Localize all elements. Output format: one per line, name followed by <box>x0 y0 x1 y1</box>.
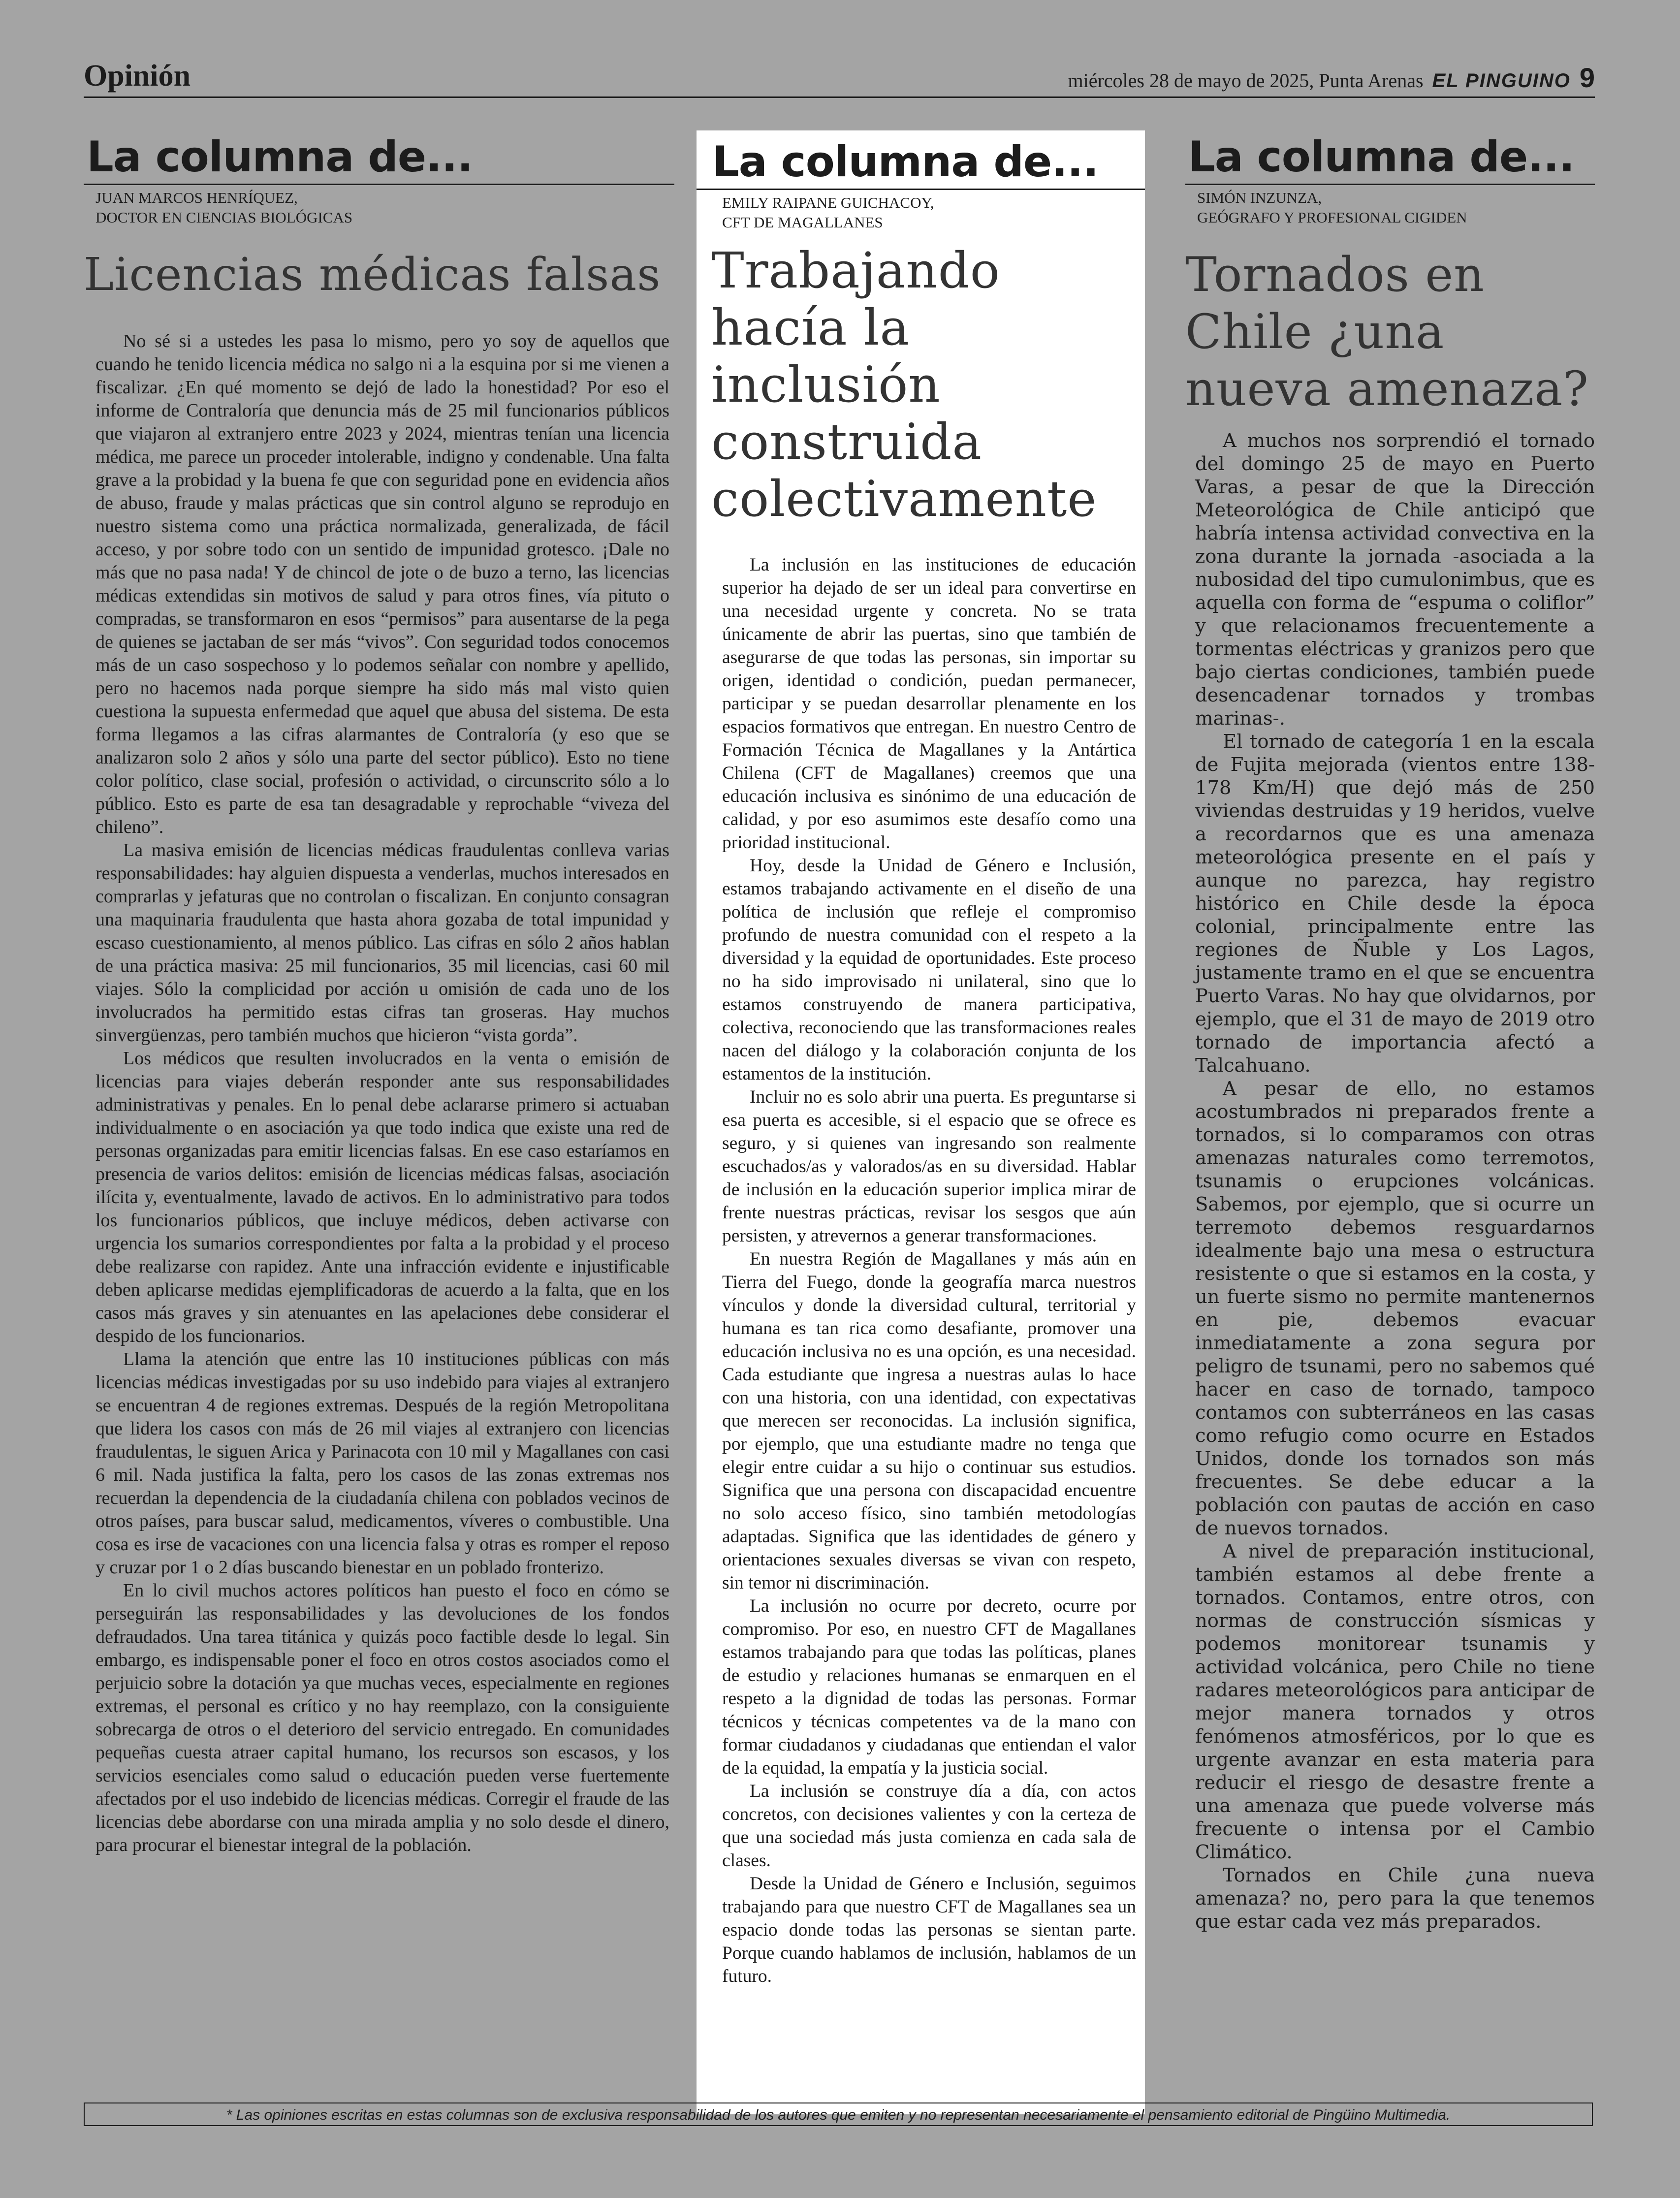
article-body <box>697 553 1145 1988</box>
column-heading: La columna de... <box>697 130 1145 190</box>
article-body <box>1185 429 1595 1933</box>
author-name: EMILY RAIPANE GUICHACOY, <box>722 194 934 211</box>
paragraph: La masiva emisión de licencias médicas fraudulentas conlleva varias responsabilidades: hay alguien dispuesta a venderlas, muchos interesados en comprarlas y jefaturas que no controlan o fiscalizan. En conjunto consagran una maquinaria fraudulenta que hasta ahora gozaba de total impunidad y escaso cuestionamiento, al menos público. Las cifras en sólo 2 años hablan de una práctica masiva: 25 mil funcionarios, 35 mil licencias, casi 60 mil viajes. Sólo la complicidad por acción u omisión de cada uno de los involucrados ha permitido estas cifras tan groseras. Hay muchos sinvergüenzas, pero también muchos que hicieron “vista gorda”. <box>95 840 669 1046</box>
dateline: miércoles 28 de mayo de 2025, Punta Arenas <box>1068 69 1424 92</box>
paragraph: No sé si a ustedes les pasa lo mismo, pero yo soy de aquellos que cuando he tenido licencia médica no salgo ni a la esquina por si me vienen a fiscalizar. ¿En qué momento se dejó de lado la honestidad? Por eso el informe de Contraloría que denuncia más de 25 mil funcionarios públicos que viajaron al extranjero entre 2023 y 2024, mientras tenían una licencia médica, me parece un proceder intolerable, indigno y condenable. Una falta grave a la probidad y la buena fe que con seguridad pone en evidencia años de abuso, fraude y malas prácticas que sin control alguno se reprodujo en nuestro sistema como una práctica normalizada, generalizada, de fácil acceso, y por sobre todo con un sentido de impunidad grotesco. ¡Dale no más que no pasa nada! Y de chincol de jote o de buzo a terno, las licencias médicas extendidas sin motivos de salud y para otros fines, vía pituto o compradas, se transformaron en esos “permisos” para ausentarse de la pega de quienes se jactaban de ser más “vivos”. Con seguridad todos conocemos más de un caso sospechoso y lo podemos señalar con nombre y apellido, pero no hacemos nada porque siempre ha sido más mal visto quien cuestiona la supuesta enfermedad que aquel que abusa del sistema. De esta forma llegamos a las cifras alarmantes de Contraloría (y eso que se analizaron solo 2 años y sólo una parte del sector público). Esto no tiene color político, clase social, profesión o actividad, o circunscrito sólo a lo público. Esto es parte de esa tan desagradable y reprochable “viveza del chileno”. <box>95 331 669 837</box>
paragraph: La inclusión en las instituciones de educación superior ha dejado de ser un ideal para convertirse en una necesidad urgente y concreta. No se trata únicamente de abrir las puertas, sino que también de asegurarse de que todas las personas, sin importar su origen, identidad o condición, puedan permanecer, participar y se puedan desarrollar plenamente en los espacios formativos que entregan. En nuestro Centro de Formación Técnica de Magallanes y la Antártica Chilena (CFT de Magallanes) creemos que una educación inclusiva es sinónimo de una educación de calidad, y por eso asumimos este desafío como una prioridad institucional. <box>722 555 1136 853</box>
article-title: Tornados en Chile ¿una nueva amenaza? <box>1185 247 1589 416</box>
column-3 <box>1185 130 1595 1933</box>
column-1 <box>84 130 674 1857</box>
disclaimer-footer: * Las opiniones escritas en estas columnas son de exclusiva responsabilidad de los autores que emiten y no representan necesariamente el pensamiento editorial de Pingüino Multimedia. <box>84 2102 1593 2126</box>
paragraph: A pesar de ello, no estamos acostumbrados ni preparados frente a tornados, si lo comparamos con otras amenazas naturales como terremotos, tsunamis o erupciones volcánicas. Sabemos, por ejemplo, que si ocurre un terremoto debemos resguardarnos idealmente bajo una mesa o estructura resistente o que si estamos en la costa, y un fuerte sismo no permite mantenernos en pie, debemos evacuar inmediatamente a zona segura por peligro de tsunami, pero no sabemos qué hacer en caso de tornado, tampoco contamos con subterráneos en las casas como refugio como ocurre en Estados Unidos, donde los tornados son más frecuentes. Se debe educar a la población con pautas de acción en caso de nuevos tornados. <box>1195 1078 1595 1539</box>
paragraph: Incluir no es solo abrir una puerta. Es preguntarse si esa puerta es accesible, si el espacio que se ofrece es seguro, y si quienes van ingresando son realmente escuchados/as y valorados/as en su diversidad. Hablar de inclusión en la educación superior implica mirar de frente nuestras prácticas, revisar los sesgos que aún persisten, y atrevernos a generar transformaciones. <box>722 1087 1136 1246</box>
author-name: JUAN MARCOS HENRÍQUEZ, <box>95 189 298 206</box>
paragraph: Tornados en Chile ¿una nueva amenaza? no, pero para la que tenemos que estar cada vez más preparados. <box>1195 1864 1595 1933</box>
author-byline <box>697 193 1145 232</box>
paragraph: En nuestra Región de Magallanes y más aún en Tierra del Fuego, donde la geografía marca nuestros vínculos y donde la diversidad cultural, territorial y humana es tan rica como desafiante, promover una educación inclusiva no es una opción, es una necesidad. Cada estudiante que ingresa a nuestras aulas lo hace con una historia, con una identidad, con expectativas que merecen ser reconocidas. La inclusión significa, por ejemplo, que una estudiante madre no tenga que elegir entre cuidar a su hijo o continuar sus estudios. Significa que una persona con discapacidad encuentre no solo acceso físico, sino también metodologías adaptadas. Significa que las identidades de género y orientaciones sexuales diversas se vivan con respeto, sin temor ni discriminación. <box>722 1249 1136 1593</box>
author-role: GEÓGRAFO Y PROFESIONAL CIGIDEN <box>1197 209 1467 226</box>
header-right <box>1068 62 1595 94</box>
newspaper-logo: EL PINGUINO <box>1432 70 1571 92</box>
paragraph: Llama la atención que entre las 10 instituciones públicas con más licencias médicas investigadas por su uso indebido para viajes al extranjero se encuentran 4 de regiones extremas. Después de la región Metropolitana que lidera los casos con más de 26 mil viajes al extranjero con licencias fraudulentas, le siguen Arica y Parinacota con 10 mil y Magallanes con casi 6 mil. Nada justifica la falta, pero los casos de las zonas extremas nos recuerdan la dependencia de la ciudadanía chilena con poblados vecinos de otros países, para buscar salud, medicamentos, víveres o combustible. Una cosa es irse de vacaciones con una licencia falsa y otras es romper el reposo y cruzar por 1 o 2 días buscando bienestar en un poblado fronterizo. <box>95 1349 669 1578</box>
paragraph: La inclusión se construye día a día, con actos concretos, con decisiones valientes y con la certeza de que una sociedad más justa comienza en cada sala de clases. <box>722 1781 1136 1871</box>
paragraph: Desde la Unidad de Género e Inclusión, seguimos trabajando para que nuestro CFT de Magallanes sea un espacio donde todas las personas se sientan parte. Porque cuando hablamos de inclusión, hablamos de un futuro. <box>722 1874 1136 1986</box>
column-heading: La columna de... <box>1185 130 1595 185</box>
article-title: Licencias médicas falsas <box>84 248 661 301</box>
paragraph: Hoy, desde la Unidad de Género e Inclusión, estamos trabajando activamente en el diseño de una política de inclusión que refleje el compromiso profundo de nuestra comunidad con el respeto a la diversidad y la equidad de oportunidades. Este proceso no ha sido improvisado ni unilateral, sino que lo estamos construyendo de manera participativa, colectiva, reconociendo que las transformaciones reales nacen del diálogo y la colaboración conjunta de los estamentos de la institución. <box>722 856 1136 1084</box>
paragraph: En lo civil muchos actores políticos han puesto el foco en cómo se perseguirán las responsabilidades y las devoluciones de los fondos defraudados. Una tarea titánica y quizás poco factible desde lo legal. Sin embargo, es indispensable poner el foco en otros costos asociados como el perjuicio sobre la dotación ya que muchas veces, especialmente en regiones extremas, el personal es crítico y no hay reemplazo, con la consiguiente sobrecarga de otros o el deterioro del servicio entregado. En comunidades pequeñas cuesta atraer capital humano, los recursos son escasos, y los servicios esenciales como salud o educación pueden verse fuertemente afectados por el uso indebido de licencias médicas. Corregir el fraude de las licencias debe abordarse con una mirada amplia y no solo desde el dinero, para procurar el bienestar integral de la población. <box>95 1580 669 1855</box>
author-byline <box>1185 188 1595 227</box>
paragraph: La inclusión no ocurre por decreto, ocurre por compromiso. Por eso, en nuestro CFT de Magallanes estamos trabajando para que todas las políticas, planes de estudio y relaciones humanas se enmarquen en el respeto a la dignidad de todas las personas. Formar técnicos y técnicas competentes va de la mano con formar ciudadanos y ciudadanas que entiendan el valor de la equidad, la empatía y la justicia social. <box>722 1596 1136 1778</box>
column-2 <box>697 130 1145 2114</box>
article-body <box>84 330 674 1857</box>
article-title: Trabajando hacía la inclusión construida colectivamente <box>711 242 1097 528</box>
paragraph: Los médicos que resulten involucrados en la venta o emisión de licencias para viajes deberán responder ante sus responsabilidades administrativas y penales. En lo penal debe aclararse primero si actuaban individualmente o en asociación ya que todo indica que existe una red de personas organizadas para emitir licencias falsas. En ese caso estaríamos en presencia de varios delitos: emisión de licencias médicas falsas, asociación ilícita y, eventualmente, lavado de activos. En lo administrativo para todos los funcionarios públicos, que incluye médicos, deben activarse con urgencia los sumarios correspondientes por falta a la probidad y el proceso debe realizarse con rapidez. Ante una infracción evidente e injustificable deben aplicarse medidas ejemplificadoras de acuerdo a la falta, que en los casos más graves y sin atenuantes en las apelaciones debe considerar el despido de los funcionarios. <box>95 1048 669 1346</box>
author-role: CFT DE MAGALLANES <box>722 214 883 231</box>
paragraph: El tornado de categoría 1 en la escala de Fujita mejorada (vientos entre 138-178 Km/H) que dejó más de 250 viviendas destruidas y 19 heridos, vuelve a recordarnos que es una amenaza meteorológica presente en el país y aunque no parezca, hay registro histórico en Chile desde la época colonial, principalmente entre las regiones de Ñuble y Los Lagos, justamente tramo en el que se encuentra Puerto Varas. No hay que olvidarnos, por ejemplo, que el 31 de mayo de 2019 otro tornado de importancia afectó a Talcahuano. <box>1195 731 1595 1077</box>
author-name: SIMÓN INZUNZA, <box>1197 189 1322 206</box>
section-title: Opinión <box>84 59 191 93</box>
author-role: DOCTOR EN CIENCIAS BIOLÓGICAS <box>95 209 353 226</box>
page-number: 9 <box>1579 62 1595 93</box>
column-heading: La columna de... <box>84 130 674 185</box>
paragraph: A nivel de preparación institucional, también estamos al debe frente a tornados. Contamos, entre otros, con normas de construcción sísmicas y podemos monitorear tsunamis y actividad volcánica, pero Chile no tiene radares meteorológicos para anticipar de mejor manera tornados y otros fenómenos atmosféricos, por lo que es urgente avanzar en esta materia para reducir el riesgo de desastre frente a una amenaza que puede volverse más frecuente o intensa por el Cambio Climático. <box>1195 1540 1595 1863</box>
paragraph: A muchos nos sorprendió el tornado del domingo 25 de mayo en Puerto Varas, a pesar de que la Dirección Meteorológica de Chile anticipó que habría intensa actividad convectiva en la zona durante la jornada -asociada a la nubosidad del tipo cumulonimbus, que es aquella con forma de “espuma o coliflor” y que relacionamos frecuentemente a tormentas eléctricas y granizos pero que bajo ciertas condiciones, también puede desencadenar tornados y trombas marinas-. <box>1195 430 1595 730</box>
author-byline <box>84 188 674 227</box>
page-header <box>84 61 1595 98</box>
